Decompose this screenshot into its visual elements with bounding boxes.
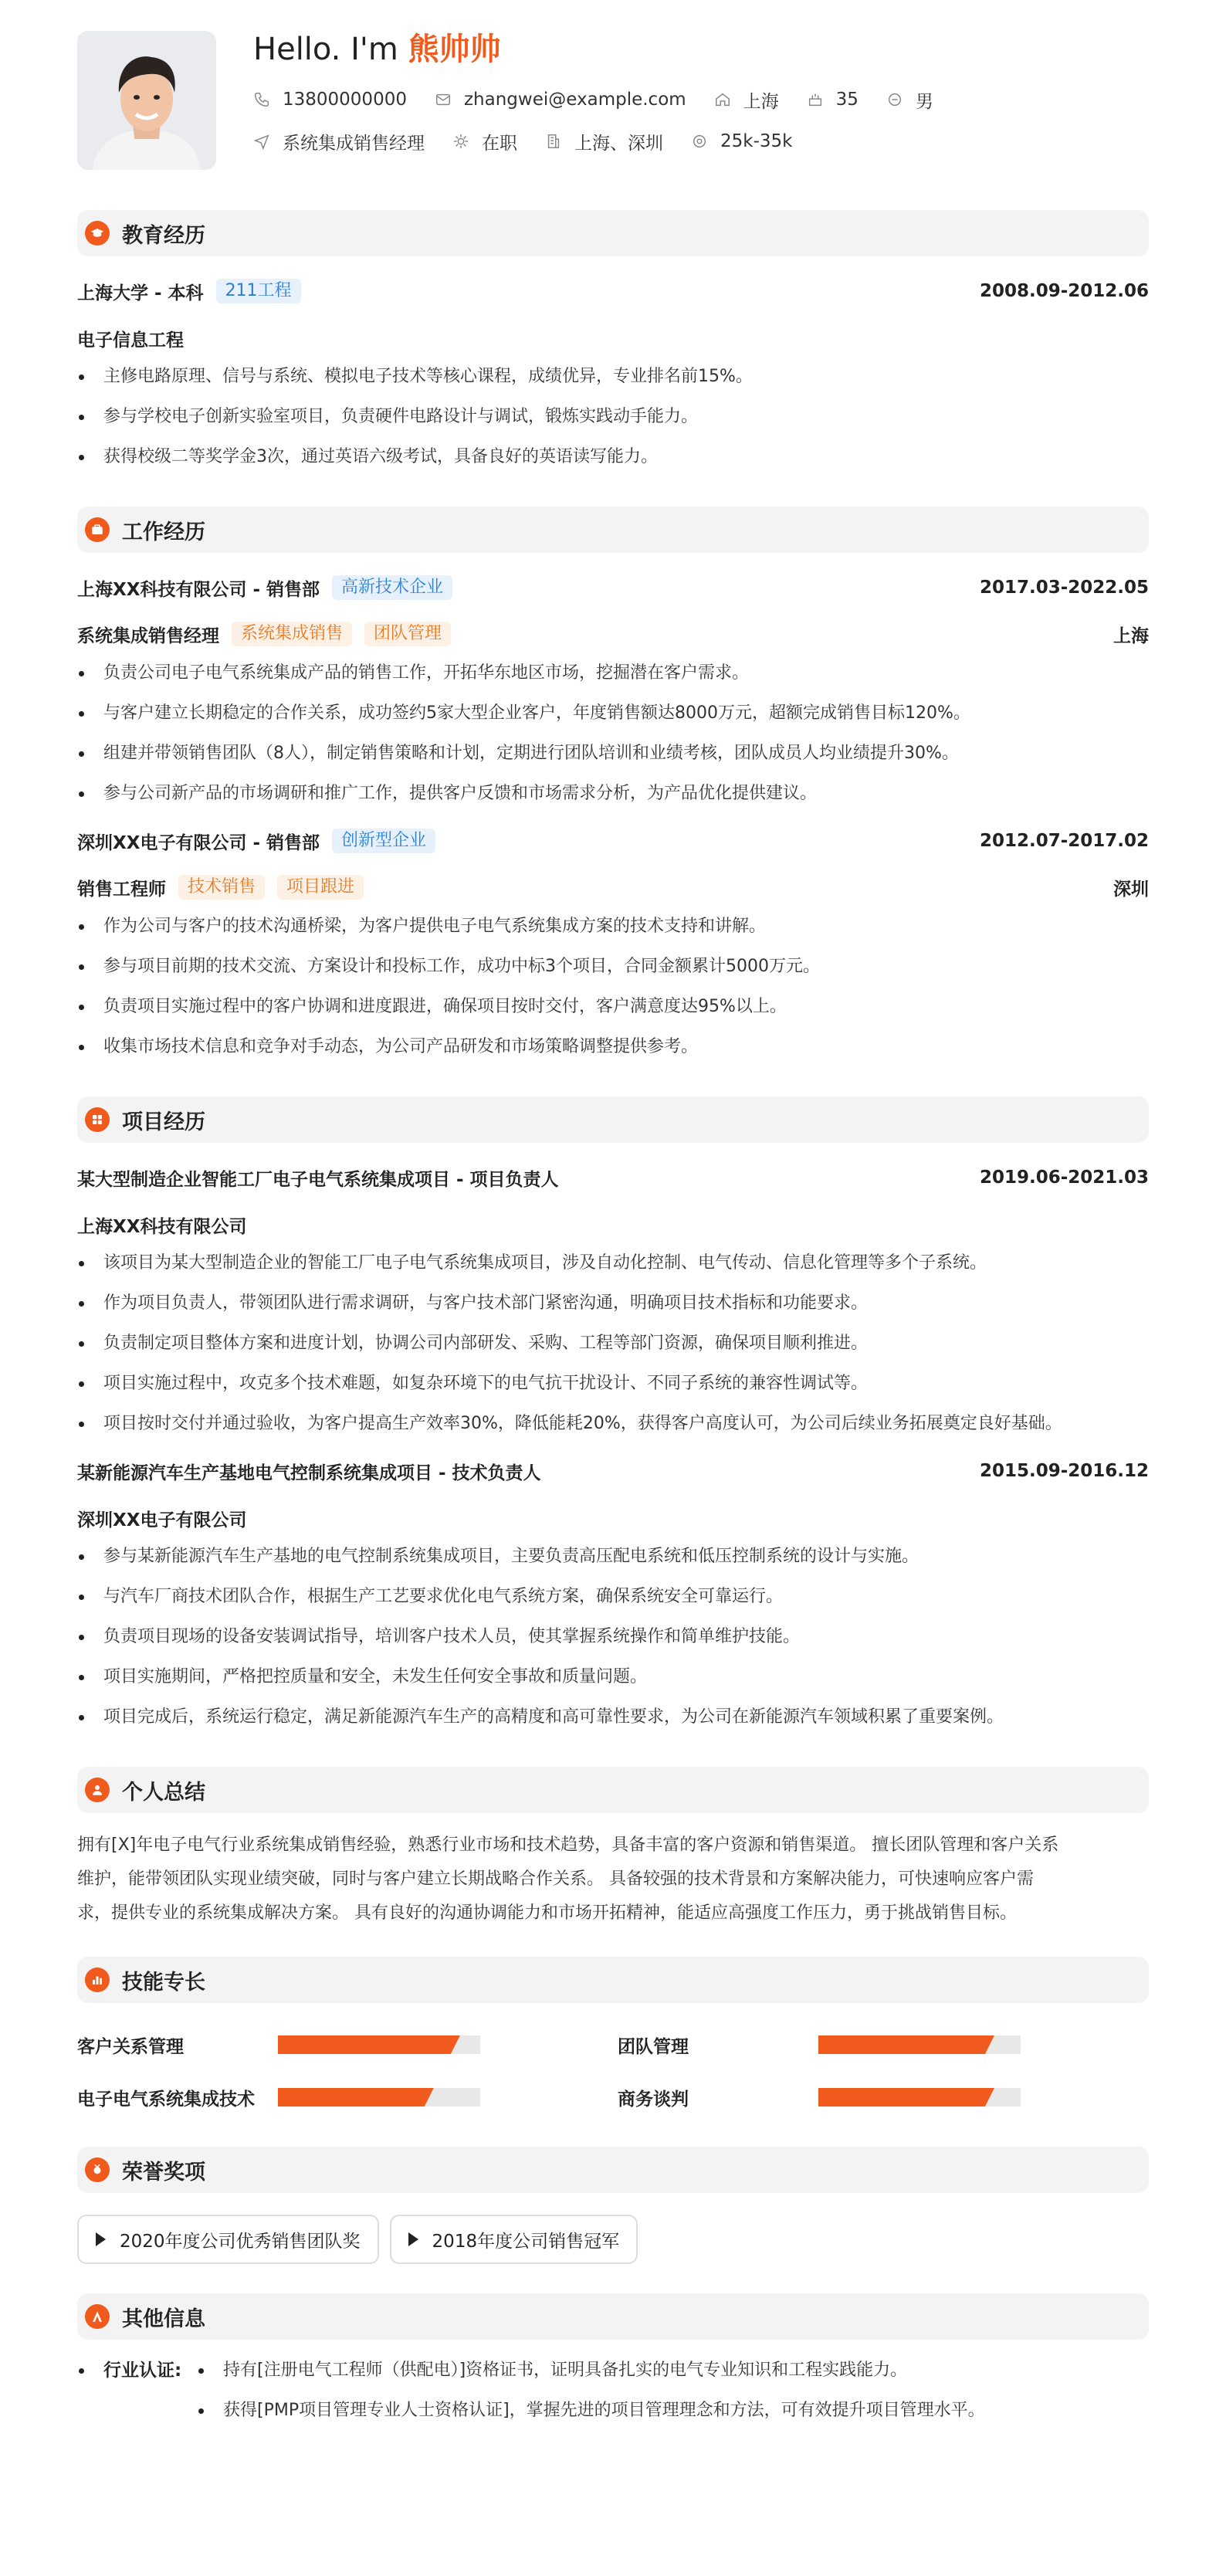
work-city: 深圳	[1113, 879, 1149, 900]
contact-row	[253, 90, 961, 110]
candidate-name: 熊帅帅	[408, 32, 501, 67]
list-item: 项目按时交付并通过验收，为客户提高生产效率30%，降低能耗20%，获得客户高度认可，为公司后续业务拓展奠定良好基础。	[77, 1404, 1149, 1444]
list-item: 获得校级二等奖学金3次，通过英语六级考试，具备良好的英语读写能力。	[77, 437, 1149, 477]
education-section	[77, 210, 1149, 477]
list-item: 收集市场技术信息和竞争对手动态，为公司产品研发和市场策略调整提供参考。	[77, 1027, 1149, 1067]
header-info	[253, 31, 961, 173]
skills-grid	[77, 2018, 1149, 2124]
gender-icon	[886, 91, 903, 108]
gender-value: 男	[915, 91, 933, 112]
work-item-head	[77, 829, 1149, 852]
other-content	[77, 2351, 1149, 2431]
phone-item	[253, 90, 407, 110]
project-bullets	[77, 1243, 1149, 1444]
school-name: 上海大学 - 本科	[77, 283, 204, 303]
school-tag: 211工程	[216, 279, 301, 303]
work-item-head	[77, 576, 1149, 599]
position-value: 系统集成销售经理	[283, 133, 425, 154]
education-bullets	[77, 357, 1149, 477]
mail-icon	[435, 91, 452, 108]
awards-header	[77, 2147, 1149, 2193]
other-label: 行业认证:	[77, 2351, 220, 2391]
work-header	[77, 507, 1149, 553]
summary-text	[77, 1829, 1149, 1930]
list-item: 负责公司电子电气系统集成产品的销售工作，开拓华东地区市场，挖掘潜在客户需求。	[77, 653, 1149, 693]
skill-bar-fill	[278, 2035, 460, 2054]
work-section	[77, 507, 1149, 1067]
list-item: 项目实施期间，严格把控质量和安全，未发生任何安全事故和质量问题。	[77, 1657, 1149, 1697]
skills-header	[77, 1957, 1149, 2003]
phone-icon	[253, 91, 270, 108]
section-title: 其他信息	[122, 2307, 205, 2331]
status-value: 在职	[482, 133, 517, 154]
skill-item	[618, 2071, 1050, 2124]
projects-header	[77, 1096, 1149, 1143]
role-name: 销售工程师	[77, 879, 166, 900]
project-date: 2019.06-2021.03	[979, 1168, 1149, 1188]
email-item	[435, 90, 686, 110]
skill-bar-fill	[818, 2035, 994, 2054]
work-date: 2012.07-2017.02	[979, 831, 1149, 851]
section-title: 技能专长	[122, 1970, 205, 1995]
work-bullets	[77, 653, 1149, 814]
summary-section	[77, 1767, 1149, 1930]
education-header	[77, 210, 1149, 256]
gender-item	[886, 87, 933, 113]
role-tag: 系统集成销售	[232, 622, 352, 646]
role	[77, 622, 451, 647]
skill-item	[77, 2071, 510, 2124]
summary-header	[77, 1767, 1149, 1813]
skill-name: 电子电气系统集成技术	[77, 2089, 255, 2110]
list-item: 参与某新能源汽车生产基地的电气控制系统集成项目，主要负责高压配电系统和低压控制系统的设计与实施。	[77, 1537, 1149, 1577]
company-tag: 创新型企业	[332, 829, 435, 853]
skill-name: 团队管理	[618, 2036, 689, 2057]
summary-line: 拥有[X]年电子电气行业系统集成销售经验，熟悉行业市场和技术趋势，具备丰富的客户资源和销售渠道。 擅长团队管理和客户关系	[77, 1835, 1059, 1855]
skill-bar-fill	[818, 2088, 994, 2107]
skills-section	[77, 1957, 1149, 2124]
projects-section	[77, 1096, 1149, 1737]
user-icon	[85, 1778, 110, 1802]
company-tag: 高新技术企业	[332, 575, 452, 600]
skill-name: 商务谈判	[618, 2089, 689, 2110]
skill-item	[618, 2018, 1050, 2071]
education-item-head	[77, 280, 1149, 303]
company	[77, 575, 452, 601]
other-section	[77, 2293, 1149, 2431]
major: 电子信息工程	[77, 330, 184, 351]
project-company: 深圳XX电子有限公司	[77, 1510, 247, 1530]
project-date: 2015.09-2016.12	[979, 1461, 1149, 1481]
target-city-value: 上海、深圳	[574, 133, 663, 154]
project-item-head	[77, 1459, 1149, 1483]
list-item: 持有[注册电气工程师（供配电）]资格证书，证明具备扎实的电气专业知识和工程实践能力。	[197, 2351, 985, 2391]
city-item	[714, 87, 779, 113]
project-name: 某大型制造企业智能工厂电子电气系统集成项目 - 项目负责人	[77, 1169, 559, 1190]
other-header	[77, 2293, 1149, 2340]
list-item: 负责项目实施过程中的客户协调和进度跟进，确保项目按时交付，客户满意度达95%以上。	[77, 987, 1149, 1027]
skill-bar-fill	[278, 2088, 434, 2107]
greeting-text: Hello. I'm	[253, 32, 398, 67]
target-city-item	[545, 129, 663, 154]
award-item	[390, 2215, 638, 2264]
list-item: 参与公司新产品的市场调研和推广工作，提供客户反馈和市场需求分析，为产品优化提供建议。	[77, 774, 1149, 814]
building-icon	[545, 133, 562, 150]
company	[77, 829, 435, 854]
section-title: 个人总结	[122, 1780, 205, 1805]
role-tag: 技术销售	[178, 875, 265, 900]
email-value: zhangwei@example.com	[463, 90, 686, 110]
gear-icon	[452, 133, 469, 150]
greeting-title	[253, 31, 961, 68]
summary-line: 维护，能带领团队实现业绩突破，同时与客户建立长期战略合作关系。 具备较强的技术背景和方案解决能力，可快速响应客户需	[77, 1869, 1034, 1889]
school	[77, 279, 301, 304]
work-bullets	[77, 907, 1149, 1067]
position-item	[253, 129, 425, 154]
home-icon	[714, 91, 731, 108]
play-icon	[408, 2232, 418, 2246]
list-item: 参与学校电子创新实验室项目，负责硬件电路设计与调试，锻炼实践动手能力。	[77, 397, 1149, 437]
header	[77, 31, 1149, 173]
salary-item	[691, 131, 792, 151]
company-name: 深圳XX电子有限公司 - 销售部	[77, 832, 320, 853]
project-item-head	[77, 1166, 1149, 1189]
project-name: 某新能源汽车生产基地电气控制系统集成项目 - 技术负责人	[77, 1463, 541, 1483]
job-row	[253, 131, 961, 154]
skill-bar	[278, 2088, 480, 2107]
list-item: 与客户建立长期稳定的合作关系，成功签约5家大型企业客户，年度销售额达8000万元，超额完成销售目标120%。	[77, 693, 1149, 734]
work-date: 2017.03-2022.05	[979, 578, 1149, 598]
role	[77, 875, 364, 900]
salary-value: 25k-35k	[720, 131, 793, 151]
briefcase-icon	[85, 517, 110, 542]
other-bullets	[197, 2351, 985, 2431]
list-item: 组建并带领销售团队（8人），制定销售策略和计划，定期进行团队培训和业绩考核，团队成员人均业绩提升30%。	[77, 734, 1149, 774]
phone-value: 13800000000	[283, 90, 407, 110]
list-item: 获得[PMP项目管理专业人士资格认证]，掌握先进的项目管理理念和方法，可有效提升项目管理水平。	[197, 2391, 985, 2431]
work-city: 上海	[1113, 625, 1149, 646]
section-title: 工作经历	[122, 520, 205, 544]
section-title: 教育经历	[122, 223, 205, 248]
play-icon	[96, 2232, 106, 2246]
work-role-row	[77, 622, 1149, 646]
skill-bar	[818, 2088, 1021, 2107]
medal-icon	[85, 2157, 110, 2182]
list-item: 项目实施过程中，攻克多个技术难题，如复杂环境下的电气抗干扰设计、不同子系统的兼容性调试等。	[77, 1364, 1149, 1404]
coin-icon	[691, 133, 708, 150]
section-title: 荣誉奖项	[122, 2160, 205, 2185]
list-item: 与汽车厂商技术团队合作，根据生产工艺要求优化电气系统方案，确保系统安全可靠运行。	[77, 1577, 1149, 1617]
graduation-cap-icon	[85, 221, 110, 246]
list-item: 参与项目前期的技术交流、方案设计和投标工作，成功中标3个项目，合同金额累计5000万元。	[77, 947, 1149, 987]
role-tag: 团队管理	[364, 622, 451, 646]
awards-list	[77, 2215, 1149, 2264]
list-item: 负责制定项目整体方案和进度计划，协调公司内部研发、采购、工程等部门资源，确保项目顺利推进。	[77, 1324, 1149, 1364]
summary-line: 求，提供专业的系统集成解决方案。 具有良好的沟通协调能力和市场开拓精神，能适应高强度工作压力，勇于挑战销售目标。	[77, 1903, 1017, 1923]
work-role-row	[77, 876, 1149, 899]
section-title: 项目经历	[122, 1110, 205, 1134]
status-item	[452, 129, 517, 154]
info-icon	[85, 2304, 110, 2329]
education-date: 2008.09-2012.06	[979, 281, 1149, 301]
skill-item	[77, 2018, 510, 2071]
grid-icon	[85, 1107, 110, 1132]
role-name: 系统集成销售经理	[77, 625, 219, 646]
awards-section	[77, 2147, 1149, 2264]
chart-icon	[85, 1968, 110, 1992]
skill-bar	[818, 2035, 1021, 2054]
list-item: 主修电路原理、信号与系统、模拟电子技术等核心课程，成绩优异，专业排名前15%。	[77, 357, 1149, 397]
list-item: 项目完成后，系统运行稳定，满足新能源汽车生产的高精度和高可靠性要求，为公司在新能源汽车领域积累了重要案例。	[77, 1697, 1149, 1737]
cake-icon	[807, 91, 824, 108]
project-company: 上海XX科技有限公司	[77, 1217, 247, 1237]
age-item	[807, 90, 859, 110]
list-item: 该项目为某大型制造企业的智能工厂电子电气系统集成项目，涉及自动化控制、电气传动、信息化管理等多个子系统。	[77, 1243, 1149, 1283]
award-item	[77, 2215, 379, 2264]
award-name: 2018年度公司销售冠军	[432, 2231, 620, 2252]
send-icon	[253, 133, 270, 150]
list-item: 作为项目负责人，带领团队进行需求调研，与客户技术部门紧密沟通，明确项目技术指标和功能要求。	[77, 1283, 1149, 1324]
award-name: 2020年度公司优秀销售团队奖	[120, 2231, 361, 2252]
skill-bar	[278, 2035, 480, 2054]
company-name: 上海XX科技有限公司 - 销售部	[77, 579, 320, 600]
city-value: 上海	[743, 91, 779, 112]
project-bullets	[77, 1537, 1149, 1737]
age-value: 35	[835, 90, 859, 110]
list-item: 作为公司与客户的技术沟通桥梁，为客户提供电子电气系统集成方案的技术支持和讲解。	[77, 907, 1149, 947]
skill-name: 客户关系管理	[77, 2036, 184, 2057]
avatar	[77, 31, 216, 170]
role-tag: 项目跟进	[277, 875, 364, 900]
list-item: 负责项目现场的设备安装调试指导，培训客户技术人员，使其掌握系统操作和简单维护技能。	[77, 1617, 1149, 1657]
